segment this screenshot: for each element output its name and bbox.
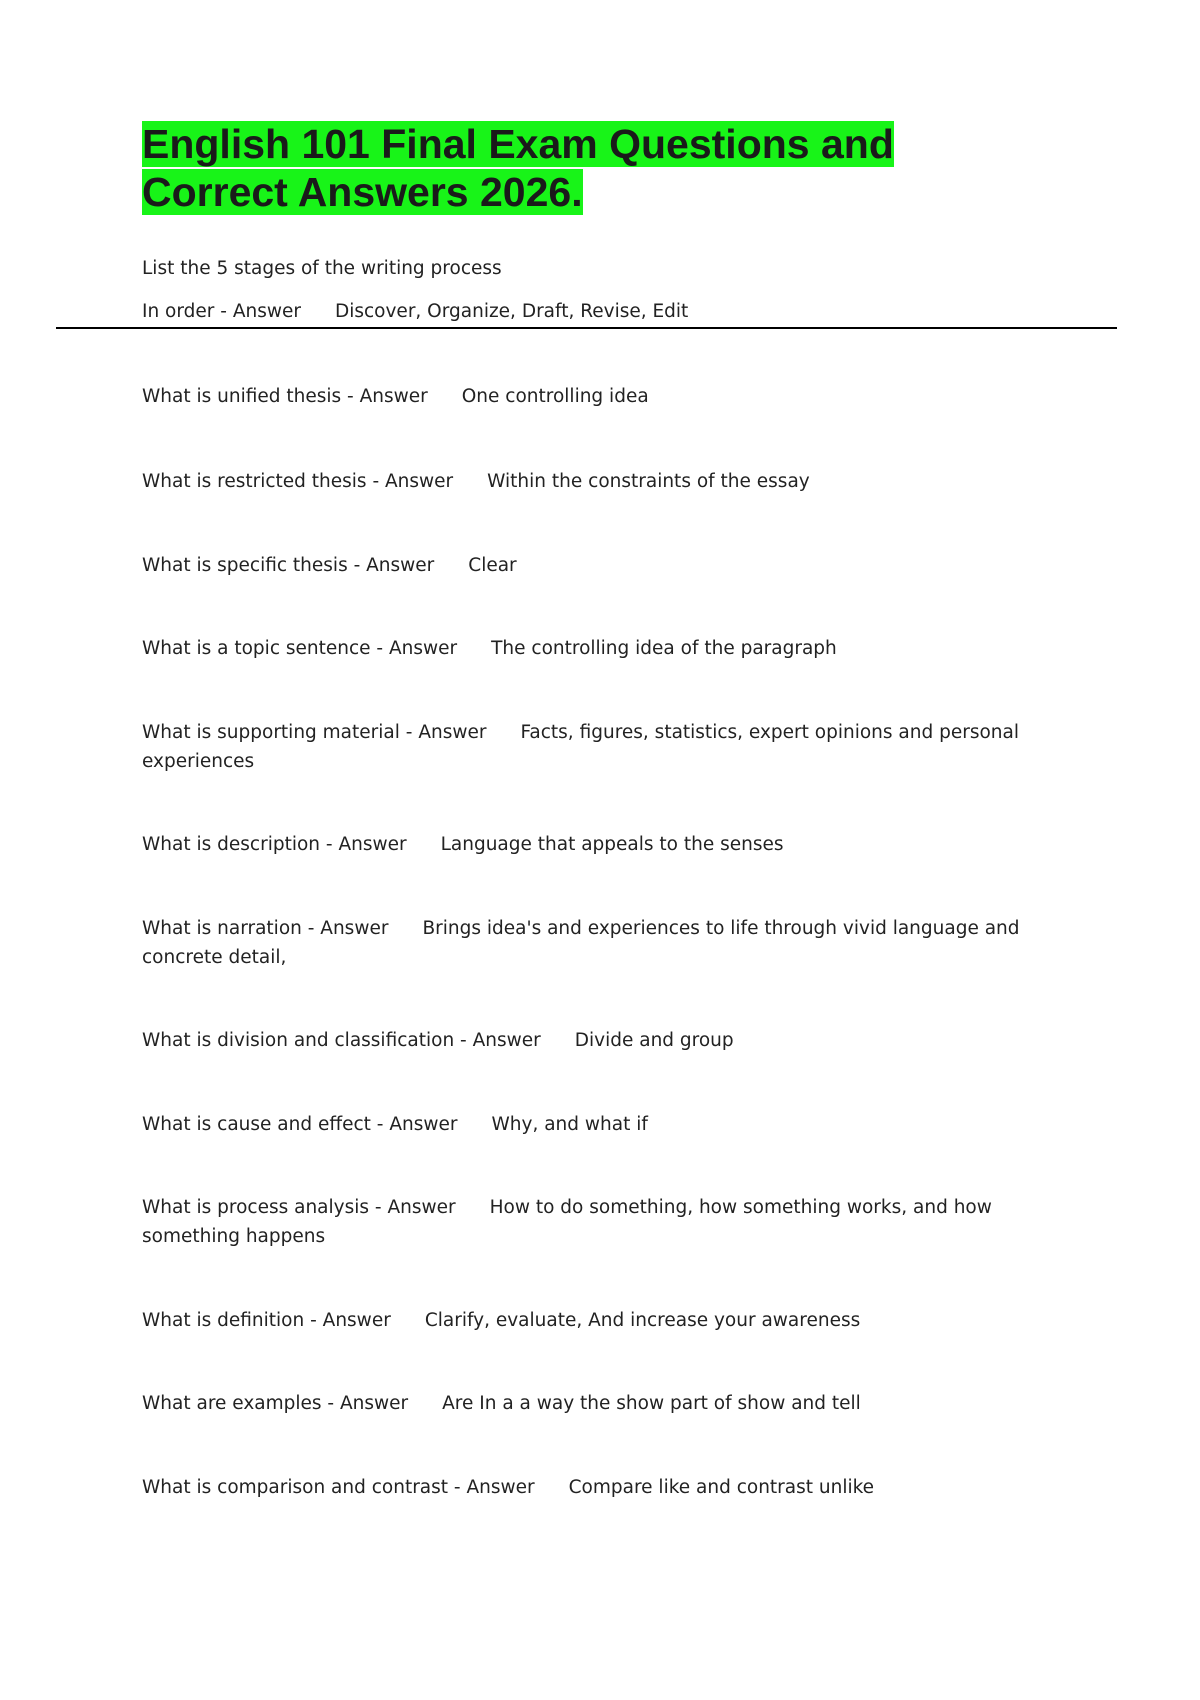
question-text: What are examples - Answer <box>142 1393 409 1414</box>
answer-text: Brings idea's and experiences to life through vivid language and concrete detail, <box>142 918 1020 968</box>
qa-item-narration <box>142 914 1062 972</box>
qa-item-supporting-material <box>142 718 1062 776</box>
answer-text: The controlling idea of the paragraph <box>491 638 837 659</box>
qa-item-process-analysis <box>142 1193 1062 1251</box>
qa-item-description <box>142 830 784 859</box>
qa-item-cause-effect <box>142 1110 648 1139</box>
question-text: What is a topic sentence - Answer <box>142 638 458 659</box>
question-text: What is definition - Answer <box>142 1310 391 1331</box>
question-text: What is specific thesis - Answer <box>142 555 435 576</box>
answer-text: Language that appeals to the senses <box>440 834 784 855</box>
title-highlight: English 101 Final Exam Questions and Correct Answers 2026. <box>142 121 894 215</box>
qa-item-comparison-contrast <box>142 1473 874 1502</box>
qa-item-examples <box>142 1389 861 1418</box>
answer-text: Facts, figures, statistics, expert opinions and personal experiences <box>142 722 1019 772</box>
answer-text: Clear <box>468 555 517 576</box>
answer-text: Compare like and contrast unlike <box>568 1477 875 1498</box>
qa-item-unified-thesis <box>142 382 649 411</box>
qa-item-division-classification <box>142 1026 734 1055</box>
intro-answer-line <box>142 297 688 326</box>
answer-text: Clarify, evaluate, And increase your awareness <box>424 1310 861 1331</box>
intro-answer-label: In order - Answer <box>142 301 301 322</box>
qa-item-definition <box>142 1306 860 1335</box>
question-text: What is unified thesis - Answer <box>142 386 428 407</box>
answer-text: Within the constraints of the essay <box>487 471 810 492</box>
question-text: What is process analysis - Answer <box>142 1197 456 1218</box>
question-text: What is division and classification - Answer <box>142 1030 541 1051</box>
qa-item-restricted-thesis <box>142 467 810 496</box>
answer-text: Are In a a way the show part of show and tell <box>442 1393 861 1414</box>
qa-item-topic-sentence <box>142 634 837 663</box>
question-text: What is supporting material - Answer <box>142 722 487 743</box>
intro-question: List the 5 stages of the writing process <box>142 258 502 279</box>
answer-text: One controlling idea <box>461 386 649 407</box>
document-title <box>142 120 1042 216</box>
intro-answer-text: Discover, Organize, Draft, Revise, Edit <box>334 301 689 322</box>
qa-item-specific-thesis <box>142 551 517 580</box>
question-text: What is restricted thesis - Answer <box>142 471 454 492</box>
question-text: What is narration - Answer <box>142 918 389 939</box>
answer-text: Divide and group <box>574 1030 734 1051</box>
horizontal-divider <box>56 327 1117 329</box>
answer-text: Why, and what if <box>491 1114 648 1135</box>
answer-text: How to do something, how something works, and how something happens <box>142 1197 992 1247</box>
question-text: What is cause and effect - Answer <box>142 1114 458 1135</box>
question-text: What is comparison and contrast - Answer <box>142 1477 535 1498</box>
question-text: What is description - Answer <box>142 834 407 855</box>
